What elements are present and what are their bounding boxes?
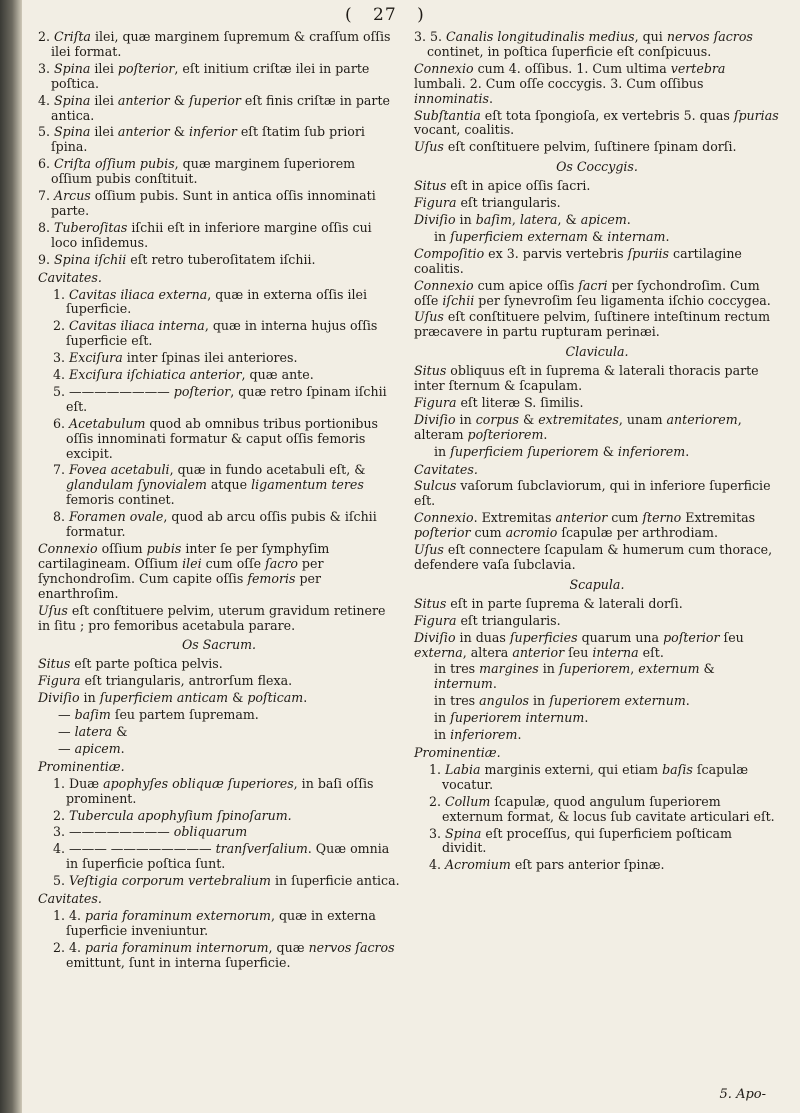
right-column-paragraph: Compoſitio ex 3. parvis vertebris ſpuriis cartilagine coalitis. [414,245,742,276]
right-column-paragraph: Uſus eſt conſtituere pelvim, ſuſtinere ſpinam dorſi. [414,139,737,155]
left-column-paragraph: 1. Cavitas iliaca externa, quæ in externa oſſis ilei ſuperficie. [53,286,368,317]
right-column-paragraph: in ſuperficiem externam & internam. [434,228,670,244]
right-column-paragraph: Figura eſt triangularis. [414,195,561,211]
right-column-paragraph: Diviſio in baſim, latera, & apicem. [414,211,631,227]
right-column-paragraph: Sulcus vaſorum ſubclaviorum, qui in inferiore ſuperficie eſt. [414,478,771,509]
right-column-paragraph: Situs eſt in parte ſuprema & laterali dorſi. [414,595,683,611]
right-column-paragraph: Diviſio in corpus & extremitates, unam anteriorem, alteram poſteriorem. [414,411,742,442]
left-column-paragraph: 4. ——— ———————— tranſverſalium. Quæ omnia in ſuperficie poſtica ſunt. [53,841,390,872]
right-column-paragraph: Figura eſt literæ S. ſimilis. [414,394,584,410]
left-column-paragraph: Cavitates. [38,891,102,907]
left-column-paragraph: — baſim ſeu partem ſupremam. [58,707,259,723]
right-column-paragraph: Connexio. Extremitas anterior cum ſterno Extremitas poſterior cum acromio ſcapulæ per arthrodiam. [414,510,756,541]
book-binding-edge [0,0,22,1113]
right-column-paragraph: in inferiorem. [434,727,522,743]
left-column-paragraph: 5. Spina ilei anterior & inferior eſt ſtatim ſub priori ſpina. [38,124,365,155]
right-column-paragraph: Cavitates. [414,461,478,477]
right-column-paragraph: Connexio cum apice oſſis ſacri per ſychondroſim. Cum oſſe iſchii per ſynevroſim ſeu ligamenta iſchio coccygea. [414,277,771,308]
left-column-paragraph: Figura eſt triangularis, antrorſum flexa. [38,673,293,689]
left-column-paragraph: Prominentiæ. [38,758,125,774]
left-column-paragraph: 4. Spina ilei anterior & ſuperior eſt finis criſtæ in parte antica. [38,92,390,123]
header-paren-close: ) [417,5,425,25]
right-column-paragraph: Os Coccygis. [556,159,638,175]
right-column-paragraph: in ſuperficiem ſuperiorem & inferiorem. [434,443,690,459]
left-column-paragraph: 3. Spina ilei poſterior, eſt initium criſtæ ilei in parte poſtica. [38,60,370,91]
header-paren-open: ( [345,5,353,25]
right-column-paragraph: Prominentiæ. [414,744,501,760]
left-column-paragraph: 7. Arcus oſſium pubis. Sunt in antica oſſis innominati parte. [38,188,376,218]
left-column-paragraph: 5. Veſtigia corporum vertebralium in ſuperficie antica. [53,873,400,889]
right-column-paragraph: Subſtantia eſt tota ſpongioſa, ex vertebris 5. quas ſpurias vocant, coalitis. [414,107,779,138]
right-column-paragraph: 3. Spina eſt proceſſus, qui ſuperficiem poſticam dividit. [429,825,732,856]
left-column-paragraph: 1. Duæ apophyſes obliquæ ſuperiores, in baſi oſſis prominent. [53,775,374,806]
left-column-paragraph: 6. Acetabulum quod ab omnibus tribus portionibus oſſis innominati formatur & caput oſſis femoris excipit. [53,415,379,461]
left-column-paragraph: 3. Exciſura inter ſpinas ilei anteriores. [53,350,298,366]
left-column-paragraph: 7. Fovea acetabuli, quæ in fundo acetabuli eſt, & glandulam ſynovialem atque ligamentum teres femoris continet. [53,462,366,508]
left-column-paragraph: 5. ———————— poſterior, quæ retro ſpinam iſchii eſt. [53,383,387,414]
right-column-paragraph: Clavicula. [565,344,629,360]
right-column-paragraph: Diviſio in duas ſuperficies quarum una poſterior ſeu externa, altera anterior ſeu interna eſt. [414,629,744,660]
left-text-column [38,30,400,973]
left-column-paragraph: 1. 4. paria foraminum externorum, quæ in externa ſuperficie inveniuntur. [53,907,376,938]
right-column-paragraph: in tres angulos in ſuperiorem externum. [434,693,690,709]
left-column-paragraph: Situs eſt parte poſtica pelvis. [38,656,223,672]
left-column-paragraph: Diviſio in ſuperficiem anticam & poſticam. [38,690,308,706]
left-column-paragraph: 4. Exciſura iſchiatica anterior, quæ ante. [53,367,314,383]
left-column-paragraph: 8. Tuberoſitas iſchii eſt in inferiore margine oſſis cui loco inſidemus. [38,219,372,250]
left-column-paragraph: 2. Tubercula apophyſium ſpinoſarum. [53,807,292,823]
right-column-paragraph: Situs obliquus eſt in ſuprema & laterali thoracis parte inter ſternum & ſcapulam. [414,363,759,394]
left-column-paragraph: Os Sacrum. [181,637,257,653]
page-header [345,5,439,25]
left-column-paragraph: 8. Foramen ovale, quod ab arcu oſſis pubis & iſchii formatur. [53,509,377,540]
page-number: 27 [373,5,397,25]
right-column-paragraph: in ſuperiorem internum. [434,710,589,726]
left-column-paragraph: Connexio oſſium pubis inter ſe per ſymphyſim cartilagineam. Oſſium ilei cum oſſe ſacro per ſynchondroſim. Cum capite oſſis femoris per enarthroſim. [38,541,330,601]
left-column-paragraph: 2. Criſta ilei, quæ marginem ſupremum & craſſum oſſis ilei format. [38,29,391,59]
left-column-paragraph: Cavitates. [38,269,102,285]
left-column-paragraph: 3. ———————— obliquarum [53,824,248,840]
right-column-paragraph: Connexio cum 4. oſſibus. 1. Cum ultima vertebra lumbali. 2. Cum oſſe coccygis. 3. Cum oſſibus innominatis. [414,60,726,106]
catchword: 5. Apo- [719,1087,766,1102]
right-text-column [414,30,780,875]
left-column-paragraph: 2. 4. paria foraminum internorum, quæ nervos ſacros emittunt, ſunt in interna ſuperficie. [53,939,395,970]
left-column-paragraph: Uſus eſt conſtituere pelvim, uterum gravidum retinere in ſitu ; pro femoribus acetabula parare. [38,602,386,633]
right-column-paragraph: 3. 5. Canalis longitudinalis medius, qui nervos ſacros continet, in poſtica ſuperficie eſt conſpicuus. [414,29,753,59]
right-column-paragraph: Uſus eſt conſtituere pelvim, ſuſtinere inteſtinum rectum præcavere in partu rupturam perinæi. [414,309,771,340]
left-column-paragraph: 2. Cavitas iliaca interna, quæ in interna hujus oſſis ſuperficie eſt. [53,318,378,349]
left-column-paragraph: — latera & [58,723,128,739]
right-column-paragraph: Uſus eſt connectere ſcapulam & humerum cum thorace, defendere vaſa ſubclavia. [414,542,773,572]
right-column-paragraph: 2. Collum ſcapulæ, quod angulum ſuperiorem externum format, & locus ſub cavitate articulari eſt. [429,793,775,824]
right-column-paragraph: Figura eſt triangularis. [414,612,561,628]
right-column-paragraph: 1. Labia marginis externi, qui etiam baſis ſcapulæ vocatur. [429,761,749,792]
right-column-paragraph: in tres margines in ſuperiorem, externum & internum. [434,661,715,692]
right-column-paragraph: Scapula. [569,576,625,592]
right-column-paragraph: 4. Acromium eſt pars anterior ſpinæ. [429,857,665,873]
left-column-paragraph: 9. Spina iſchii eſt retro tuberoſitatem iſchii. [38,251,316,267]
left-column-paragraph: — apicem. [58,740,125,756]
right-column-paragraph: Situs eſt in apice oſſis ſacri. [414,178,591,194]
left-column-paragraph: 6. Criſta oſſium pubis, quæ marginem ſuperiorem oſſium pubis conſtituit. [38,156,356,187]
